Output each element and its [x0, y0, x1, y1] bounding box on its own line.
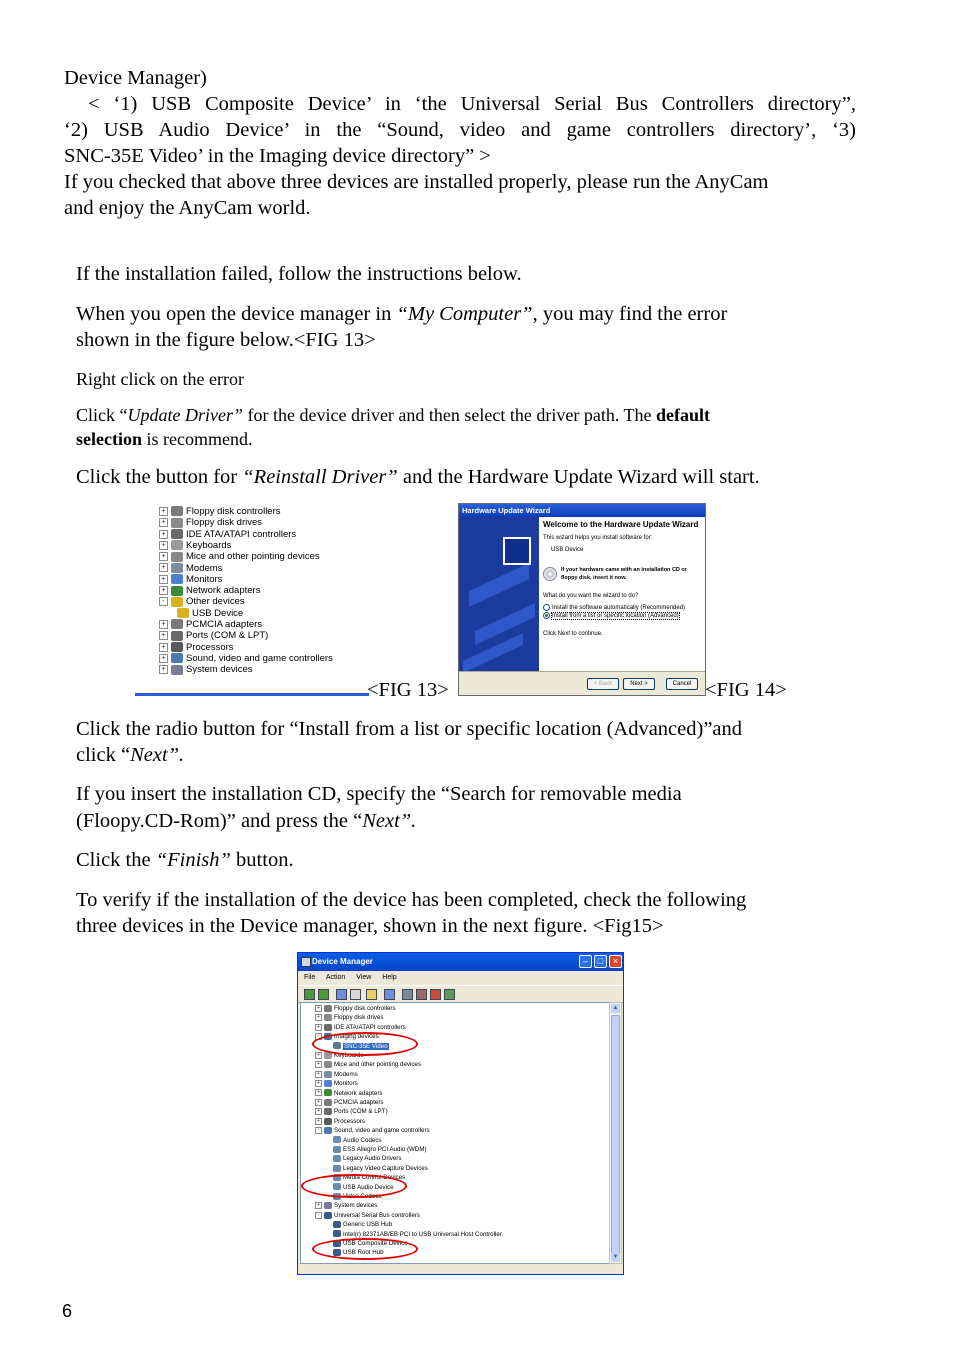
step-text: [76, 847, 294, 873]
scroll-down-icon[interactable]: ▼: [612, 1254, 619, 1260]
tree-item-label: Network adapters: [334, 1089, 383, 1097]
expand-icon[interactable]: +: [159, 552, 168, 561]
device-category-icon: [324, 1089, 332, 1096]
expand-icon[interactable]: +: [159, 631, 168, 640]
device-category-icon: [324, 1108, 332, 1115]
expand-icon[interactable]: +: [159, 643, 168, 652]
tree-item-label: USB Composite Device: [343, 1240, 408, 1247]
device-category-icon: [171, 529, 183, 539]
tree-item[interactable]: [159, 574, 222, 585]
wizard-continue: Click Next to continue.: [543, 631, 603, 638]
cd-icon: [543, 567, 557, 581]
text-run: Click the button for: [76, 466, 243, 488]
option-auto[interactable]: [543, 604, 703, 612]
tree-item[interactable]: [159, 585, 260, 596]
text-run: is recommend.: [141, 429, 253, 449]
emphasis: “Reinstall Driver”: [242, 466, 398, 488]
text-run: (Floopy.CD-Rom)” and press the “: [76, 810, 363, 832]
expand-icon[interactable]: +: [159, 654, 168, 663]
step-text: [76, 426, 252, 452]
tree-item[interactable]: [315, 1089, 383, 1098]
expand-icon[interactable]: +: [159, 541, 168, 550]
fig14-hardware-update-wizard-screenshot: [458, 503, 706, 696]
tree-item[interactable]: [177, 608, 243, 619]
tree-item-label: System devices: [186, 664, 253, 676]
window-title: Device Manager: [298, 953, 623, 971]
highlight-usb-composite-device: [312, 1238, 418, 1260]
scan-hardware-icon[interactable]: [402, 989, 413, 1000]
tree-item[interactable]: [315, 1023, 406, 1032]
tree-item-label: USB Root Hub: [343, 1249, 384, 1257]
tree-item-label: Imaging devices: [334, 1033, 379, 1041]
vertical-scrollbar[interactable]: [609, 1002, 622, 1264]
tree-item-label: Processors: [186, 641, 234, 653]
strong: selection: [76, 429, 142, 449]
tree-item-label: ESS Allegro PCI Audio (WDM): [343, 1146, 427, 1153]
option-advanced[interactable]: [543, 612, 703, 620]
enable-icon[interactable]: [444, 989, 455, 1000]
collapse-icon[interactable]: -: [315, 1033, 322, 1040]
tree-item-label: Ports (COM & LPT): [334, 1108, 388, 1116]
tree-item[interactable]: [333, 1220, 392, 1229]
expand-icon[interactable]: +: [315, 1052, 322, 1059]
tree-item[interactable]: [333, 1145, 427, 1154]
tree-item-label: Media Control Devices: [343, 1174, 406, 1182]
wizard-cd-hint-row: [543, 566, 703, 582]
step-text: [76, 742, 184, 768]
tree-item-label: Modems: [186, 562, 223, 574]
close-button[interactable]: ×: [609, 955, 622, 968]
intro-line: If you checked that above three devices are installed properly, please run the AnyCam: [64, 171, 769, 193]
device-category-icon: [333, 1155, 341, 1162]
emphasis: Next”.: [130, 744, 185, 766]
tree-item[interactable]: [315, 1098, 384, 1107]
tree-item[interactable]: [315, 1013, 384, 1022]
device-category-icon: [171, 518, 183, 528]
text-run: , you may find the error: [532, 303, 728, 325]
tree-item-label: Other devices: [186, 596, 245, 608]
figure-caption: <FIG 13>: [367, 679, 449, 701]
step-text: [76, 464, 760, 490]
tree-item-label: Floppy disk controllers: [186, 506, 281, 517]
expand-icon[interactable]: +: [159, 518, 168, 527]
menu-file[interactable]: File: [304, 974, 316, 981]
disable-icon[interactable]: [430, 989, 441, 1000]
tree-item[interactable]: [159, 517, 262, 528]
tree-item[interactable]: [315, 1107, 388, 1116]
intro-line: SNC-35E Video’ in the Imaging device directory” >: [64, 145, 491, 167]
device-category-icon: [324, 1061, 332, 1068]
tree-item-label: PCMCIA adapters: [334, 1099, 384, 1106]
tree-item[interactable]: [315, 1211, 420, 1220]
device-icon[interactable]: [384, 989, 395, 1000]
step-text: [76, 402, 710, 428]
scroll-thumb[interactable]: [611, 1015, 620, 1257]
wizard-cd-hint: If your hardware came with an installation CD or floppy disk, insert it now.: [561, 567, 687, 581]
tree-item[interactable]: [315, 1060, 421, 1069]
next-button[interactable]: Next >: [623, 678, 655, 690]
wizard-side-banner: [459, 517, 539, 674]
device-category-icon: [171, 540, 183, 550]
step-text: If you insert the installation CD, specify the “Search for removable media: [76, 783, 682, 805]
tree-item-label: Monitors: [334, 1080, 358, 1088]
strong: default: [656, 405, 710, 425]
uninstall-icon[interactable]: [416, 989, 427, 1000]
step-text: Right click on the error: [76, 369, 244, 389]
expand-icon[interactable]: +: [159, 530, 168, 539]
tree-item-label: IDE ATA/ATAPI controllers: [186, 528, 297, 540]
tree-item-label: USB Audio Device: [343, 1183, 394, 1191]
expand-icon[interactable]: +: [315, 1014, 322, 1021]
tree-item[interactable]: [315, 1079, 358, 1088]
tree-item[interactable]: [159, 664, 253, 675]
print-icon[interactable]: [350, 989, 361, 1000]
device-category-icon: [171, 619, 183, 629]
expand-icon[interactable]: +: [315, 1108, 322, 1115]
radio-selected-icon: [543, 612, 550, 619]
menu-help[interactable]: Help: [382, 974, 397, 981]
step-text: [76, 301, 727, 327]
intro-line: ‘2) USB Audio Device’ in the “Sound, video and game controllers directory’, ‘3): [64, 119, 856, 141]
emphasis: Next”.: [362, 810, 417, 832]
emphasis: Update Driver”: [127, 405, 243, 425]
step-text: three devices in the Device manager, shown in the next figure. <Fig15>: [76, 915, 664, 937]
tree-item[interactable]: [159, 506, 281, 517]
tree-item-label: Legacy Video Capture Devices: [343, 1164, 428, 1172]
text-run: for the device driver and then select the driver path. The: [243, 405, 656, 425]
device-category-icon: [171, 597, 183, 607]
tree-item-label: Floppy disk drives: [334, 1014, 384, 1022]
tree-item-label: PCMCIA adapters: [186, 619, 263, 630]
wizard-heading: Welcome to the Hardware Update Wizard: [543, 520, 699, 529]
device-category-icon: [324, 1212, 332, 1219]
tree-item[interactable]: [315, 1126, 430, 1135]
expand-icon[interactable]: +: [159, 586, 168, 595]
text-run: Click “: [76, 405, 128, 425]
tree-item-label: Keyboards: [186, 539, 232, 551]
tree-item-label: USB Device: [192, 607, 244, 619]
tree-item[interactable]: [159, 551, 320, 562]
window-title: Hardware Update Wizard: [459, 504, 705, 517]
tree-item-label: Generic USB Hub: [343, 1221, 393, 1229]
wizard-device: USB Device: [551, 547, 584, 553]
tree-item[interactable]: [159, 619, 262, 630]
tree-item[interactable]: [159, 596, 245, 607]
properties-icon[interactable]: [336, 989, 347, 1000]
collapse-icon[interactable]: -: [159, 597, 168, 606]
tree-item-label: Intel(r) 82371AB/EB PCI to USB Universal Host Controller: [343, 1230, 502, 1238]
wizard-intro: This wizard helps you install software for:: [543, 535, 653, 541]
menu-view[interactable]: View: [356, 974, 372, 981]
menu-action[interactable]: Action: [325, 974, 346, 981]
tree-item-label: Processors: [334, 1117, 365, 1125]
tree-item-label: Floppy disk controllers: [334, 1005, 396, 1012]
tree-item-label: Sound, video and game controllers: [334, 1127, 430, 1135]
tree-item-label: Network adapters: [186, 585, 261, 597]
tree-item-label: Ports (COM & LPT): [186, 630, 269, 642]
device-category-icon: [333, 1136, 341, 1143]
device-category-icon: [171, 574, 183, 584]
toolbar: [298, 985, 623, 1003]
tree-item[interactable]: [159, 529, 296, 540]
intro-line: Device Manager): [64, 67, 207, 89]
device-category-icon: [324, 1099, 332, 1106]
collapse-icon[interactable]: -: [315, 1212, 322, 1219]
wizard-button-bar: [459, 671, 705, 695]
expand-icon[interactable]: +: [315, 1118, 322, 1125]
collapse-icon[interactable]: -: [315, 1127, 322, 1134]
device-category-icon: [171, 653, 183, 663]
tree-item-label: Mice and other pointing devices: [334, 1061, 422, 1069]
device-category-icon: [171, 552, 183, 562]
tree-item[interactable]: [159, 540, 231, 551]
tree-item-label: Keyboards: [334, 1052, 364, 1059]
device-category-icon: [333, 1165, 341, 1172]
cancel-button[interactable]: Cancel: [666, 678, 698, 690]
maximize-button[interactable]: □: [594, 955, 607, 968]
emphasis: “My Computer”: [396, 303, 533, 325]
help-icon[interactable]: [366, 989, 377, 1000]
tree-item-label: Universal Serial Bus controllers: [334, 1211, 420, 1219]
step-text: If the installation failed, follow the instructions below.: [76, 263, 522, 285]
page-number: 6: [62, 1301, 73, 1321]
tree-item-label: Audio Codecs: [343, 1136, 382, 1144]
tree-item[interactable]: [159, 642, 234, 653]
fig15-device-manager-window: [297, 952, 624, 1275]
device-category-icon: [324, 1080, 332, 1087]
step-text: To verify if the installation of the device has been completed, check the following: [76, 889, 747, 911]
text-run: When you open the device manager in: [76, 303, 397, 325]
device-category-icon: [324, 1005, 332, 1012]
device-category-icon: [333, 1221, 341, 1228]
step-text: shown in the figure below.<FIG 13>: [76, 329, 376, 351]
tree-item-label: Legacy Audio Drivers: [343, 1155, 402, 1163]
tree-item-label: SNC-35E Video: [344, 1042, 388, 1050]
expand-icon[interactable]: +: [159, 620, 168, 629]
tree-item-label: Video Codecs: [343, 1193, 382, 1200]
emphasis: “Finish”: [155, 849, 231, 871]
tree-item-label: Monitors: [186, 573, 223, 585]
device-manager-icon: [301, 957, 311, 967]
device-category-icon: [324, 1118, 332, 1125]
tree-item-label: Modems: [334, 1070, 358, 1078]
tree-item[interactable]: [333, 1164, 428, 1173]
expand-icon[interactable]: +: [159, 575, 168, 584]
text-run: button.: [230, 849, 294, 871]
device-category-icon: [171, 563, 183, 573]
device-category-icon: [171, 631, 183, 641]
expand-icon[interactable]: +: [315, 1089, 322, 1096]
text-run: and the Hardware Update Wizard will start.: [397, 466, 760, 488]
device-category-icon: [333, 1230, 341, 1237]
tree-item-label: IDE ATA/ATAPI controllers: [334, 1023, 406, 1031]
device-category-icon: [324, 1202, 332, 1209]
expand-icon[interactable]: +: [159, 507, 168, 516]
figure-caption: <FIG 14>: [705, 679, 787, 701]
expand-icon[interactable]: +: [315, 1005, 322, 1012]
device-category-icon: [333, 1146, 341, 1153]
radio-icon: [543, 604, 550, 611]
menu-bar: [298, 971, 623, 985]
tree-item[interactable]: [333, 1154, 401, 1163]
expand-icon[interactable]: +: [315, 1080, 322, 1087]
device-category-icon: [324, 1127, 332, 1134]
device-category-icon: [324, 1024, 332, 1031]
wizard-question: What do you want the wizard to do?: [543, 593, 639, 599]
tree-item[interactable]: [315, 1201, 377, 1210]
text-run: click “: [76, 744, 131, 766]
back-arrow-icon[interactable]: [304, 989, 315, 1000]
wizard-content: [543, 520, 703, 638]
expand-icon[interactable]: +: [315, 1061, 322, 1068]
step-text: [76, 808, 416, 834]
scroll-up-icon[interactable]: ▲: [612, 1005, 619, 1011]
wizard-logo-icon: [503, 537, 531, 565]
tree-item[interactable]: [315, 1004, 396, 1013]
device-category-icon: [324, 1014, 332, 1021]
tree-item-label: System devices: [334, 1202, 378, 1210]
highlight-snc35e-video: [312, 1032, 418, 1056]
intro-line: and enjoy the AnyCam world.: [64, 197, 311, 219]
tree-item[interactable]: [159, 563, 222, 574]
tree-item-label: Mice and other pointing devices: [186, 551, 320, 563]
expand-icon[interactable]: +: [159, 563, 168, 572]
text-run: Click the: [76, 849, 156, 871]
tree-item[interactable]: [315, 1117, 365, 1126]
device-category-icon: [171, 665, 183, 675]
tree-item[interactable]: [159, 630, 268, 641]
tree-item[interactable]: [333, 1136, 382, 1145]
expand-icon[interactable]: +: [315, 1071, 322, 1078]
forward-arrow-icon[interactable]: [318, 989, 329, 1000]
fig13-device-manager-screenshot: [135, 506, 369, 696]
minimize-button[interactable]: –: [579, 955, 592, 968]
expand-icon[interactable]: +: [315, 1099, 322, 1106]
highlight-usb-audio-device: [301, 1174, 407, 1198]
tree-item-label: Floppy disk drives: [186, 517, 263, 529]
device-category-icon: [171, 586, 183, 596]
expand-icon[interactable]: +: [315, 1024, 322, 1031]
device-category-icon: [177, 608, 189, 618]
tree-item[interactable]: [315, 1070, 358, 1079]
device-category-icon: [171, 642, 183, 652]
tree-item[interactable]: [159, 653, 333, 664]
step-text: Click the radio button for “Install from a list or specific location (Advanced)”and: [76, 718, 743, 740]
expand-icon[interactable]: +: [159, 665, 168, 674]
option-label: Install the software automatically (Recommended): [552, 605, 686, 612]
back-button[interactable]: < Back: [587, 678, 619, 690]
device-category-icon: [324, 1071, 332, 1078]
expand-icon[interactable]: +: [315, 1202, 322, 1209]
tree-item-label: Sound, video and game controllers: [186, 652, 333, 664]
divider: [135, 693, 369, 696]
intro-line: < ‘1) USB Composite Device’ in ‘the Universal Serial Bus Controllers directory”,: [88, 93, 856, 115]
option-label: Install from a list or specific location (Advanced): [552, 613, 679, 620]
device-category-icon: [171, 506, 183, 516]
